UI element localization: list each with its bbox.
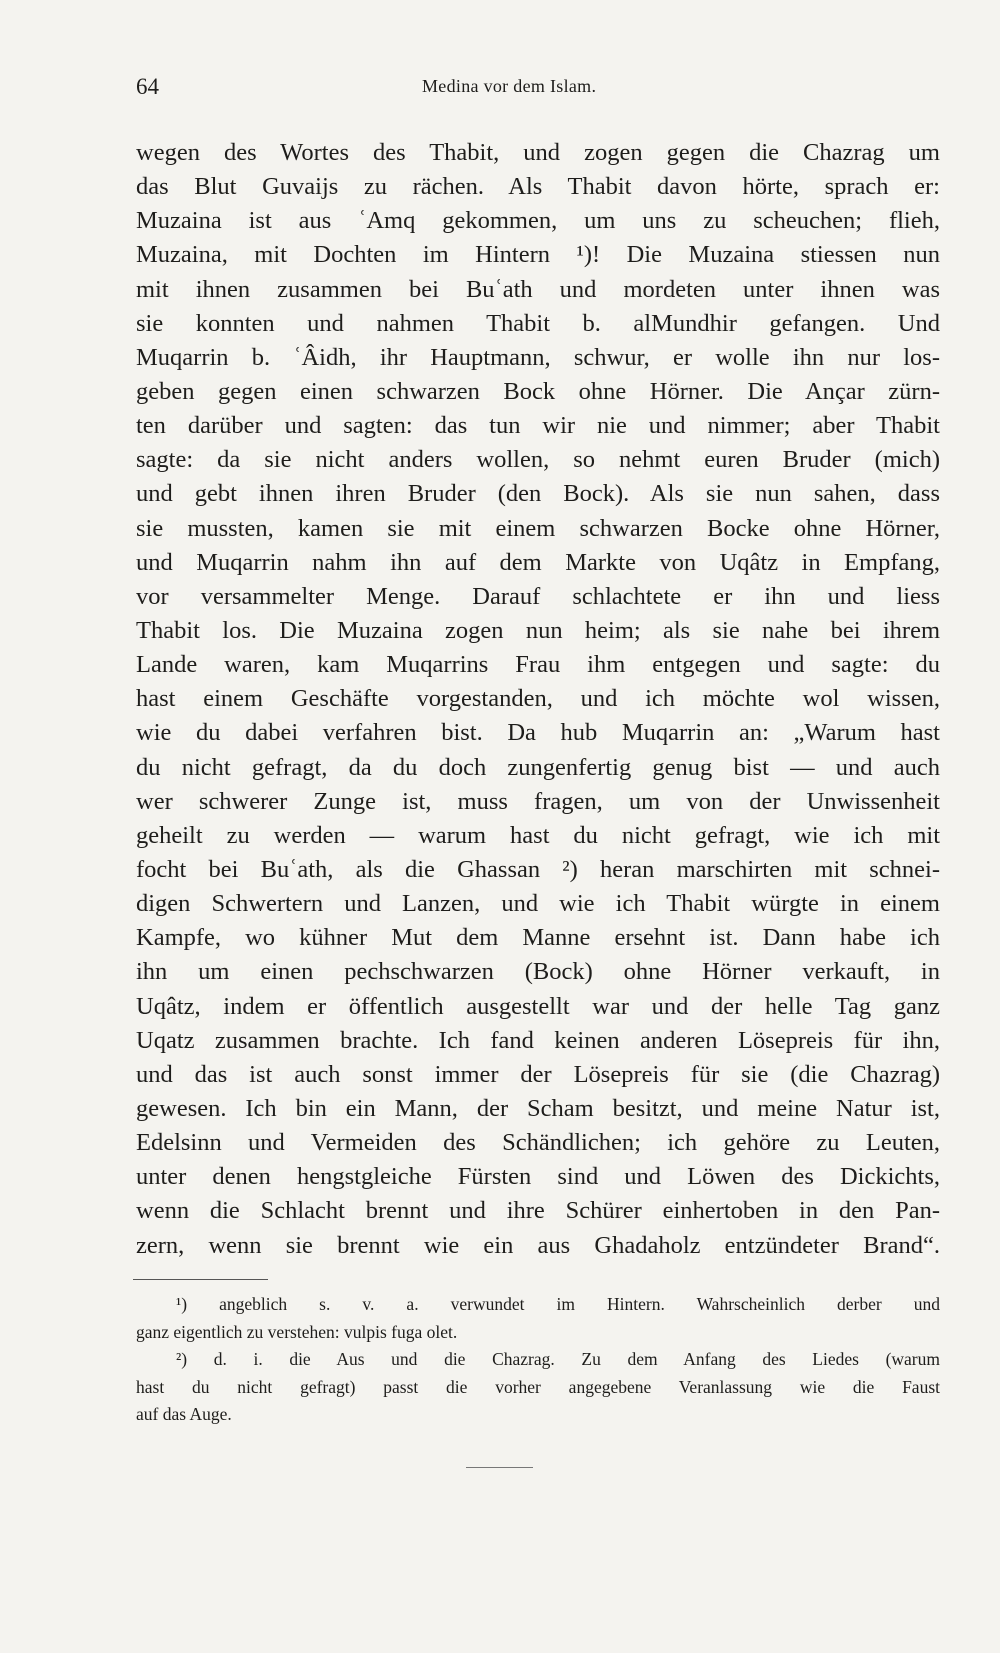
text-line: zern, wenn sie brennt wie ein aus Ghadaholz entzündeter Brand“. (136, 1231, 940, 1259)
text-line: wenn die Schlacht brennt und ihre Schürer einhertoben in den Pan- (136, 1197, 940, 1225)
text-line: wegen des Wortes des Thabit, und zogen gegen die Chazrag um (136, 139, 940, 166)
text-line: ten darüber und sagten: das tun wir nie und nimmer; aber Thabit (136, 412, 940, 440)
text-line: Kampfe, wo kühner Mut dem Manne ersehnt ist. Dann habe ich (136, 924, 940, 952)
text-line: unter denen hengstgleiche Fürsten sind und Löwen des Dickichts, (136, 1163, 940, 1191)
footnote-1-line: ¹) angeblich s. v. a. verwundet im Hintern. Wahrscheinlich derber und (176, 1294, 940, 1314)
footnote-separator (133, 1279, 268, 1280)
text-line: Muqarrin b. ʿÂidh, ihr Hauptmann, schwur, er wolle ihn nur los- (136, 343, 940, 371)
text-line: Uqâtz, indem er öffentlich ausgestellt war und der helle Tag ganz (136, 992, 940, 1020)
running-title: Medina vor dem Islam. (422, 76, 597, 96)
text-line: das Blut Guvaijs zu rächen. Als Thabit davon hörte, sprach er: (136, 173, 940, 201)
text-line: hast einem Geschäfte vorgestanden, und ich möchte wol wissen, (136, 685, 940, 713)
text-line: du nicht gefragt, da du doch zungenfertig genug bist — und auch (136, 753, 940, 781)
page-number: 64 (136, 74, 159, 99)
text-line: und Muqarrin nahm ihn auf dem Markte von Uqâtz in Empfang, (136, 548, 940, 576)
running-head (136, 74, 936, 106)
text-line: wie du dabei verfahren bist. Da hub Muqarrin an: „Warum hast (136, 719, 940, 747)
text-line: sagte: da sie nicht anders wollen, so nehmt euren Bruder (mich) (136, 446, 940, 474)
text-line: geheilt zu werden — warum hast du nicht gefragt, wie ich mit (136, 821, 940, 849)
text-line: Muzaina, mit Dochten im Hintern ¹)! Die Muzaina stiessen nun (136, 241, 940, 269)
text-line: Edelsinn und Vermeiden des Schändlichen; ich gehöre zu Leuten, (136, 1129, 940, 1157)
text-line: und gebt ihnen ihren Bruder (den Bock). Als sie nun sahen, dass (136, 480, 940, 508)
text-line: sie mussten, kamen sie mit einem schwarzen Bocke ohne Hörner, (136, 514, 940, 542)
text-line: Thabit los. Die Muzaina zogen nun heim; als sie nahe bei ihrem (136, 616, 940, 644)
footnote-2-line: ²) d. i. die Aus und die Chazrag. Zu dem Anfang des Liedes (warum (176, 1349, 940, 1369)
footnote-2-line: auf das Auge. (136, 1404, 232, 1424)
text-line: Uqatz zusammen brachte. Ich fand keinen anderen Lösepreis für ihn, (136, 1026, 940, 1054)
text-line: sie konnten und nahmen Thabit b. alMundhir gefangen. Und (136, 309, 940, 337)
bottom-rule (466, 1467, 533, 1468)
footnote-1-line: ganz eigentlich zu verstehen: vulpis fuga olet. (136, 1321, 458, 1342)
text-line: wer schwerer Zunge ist, muss fragen, um von der Unwissenheit (136, 787, 940, 815)
text-line: gewesen. Ich bin ein Mann, der Scham besitzt, und meine Natur ist, (136, 1094, 940, 1122)
text-line: und das ist auch sonst immer der Lösepreis für sie (die Chazrag) (136, 1060, 940, 1088)
text-line: Muzaina ist aus ʿAmq gekommen, um uns zu scheuchen; flieh, (136, 207, 940, 235)
text-line: vor versammelter Menge. Darauf schlachtete er ihn und liess (136, 582, 940, 610)
footnotes (136, 1291, 940, 1429)
footnote-2-line: hast du nicht gefragt) passt die vorher angegebene Veranlassung wie die Faust (136, 1376, 940, 1397)
text-line: focht bei Buʿath, als die Ghassan ²) heran marschirten mit schnei- (136, 855, 940, 883)
text-line: mit ihnen zusammen bei Buʿath und mordeten unter ihnen was (136, 275, 940, 303)
text-line: geben gegen einen schwarzen Bock ohne Hörner. Die Ançar zürn- (136, 377, 940, 405)
text-line: Lande waren, kam Muqarrins Frau ihm entgegen und sagte: du (136, 651, 940, 679)
text-line: digen Schwertern und Lanzen, und wie ich Thabit würgte in einem (136, 890, 940, 918)
main-text (136, 136, 940, 1263)
text-line: ihn um einen pechschwarzen (Bock) ohne Hörner verkauft, in (136, 958, 940, 986)
